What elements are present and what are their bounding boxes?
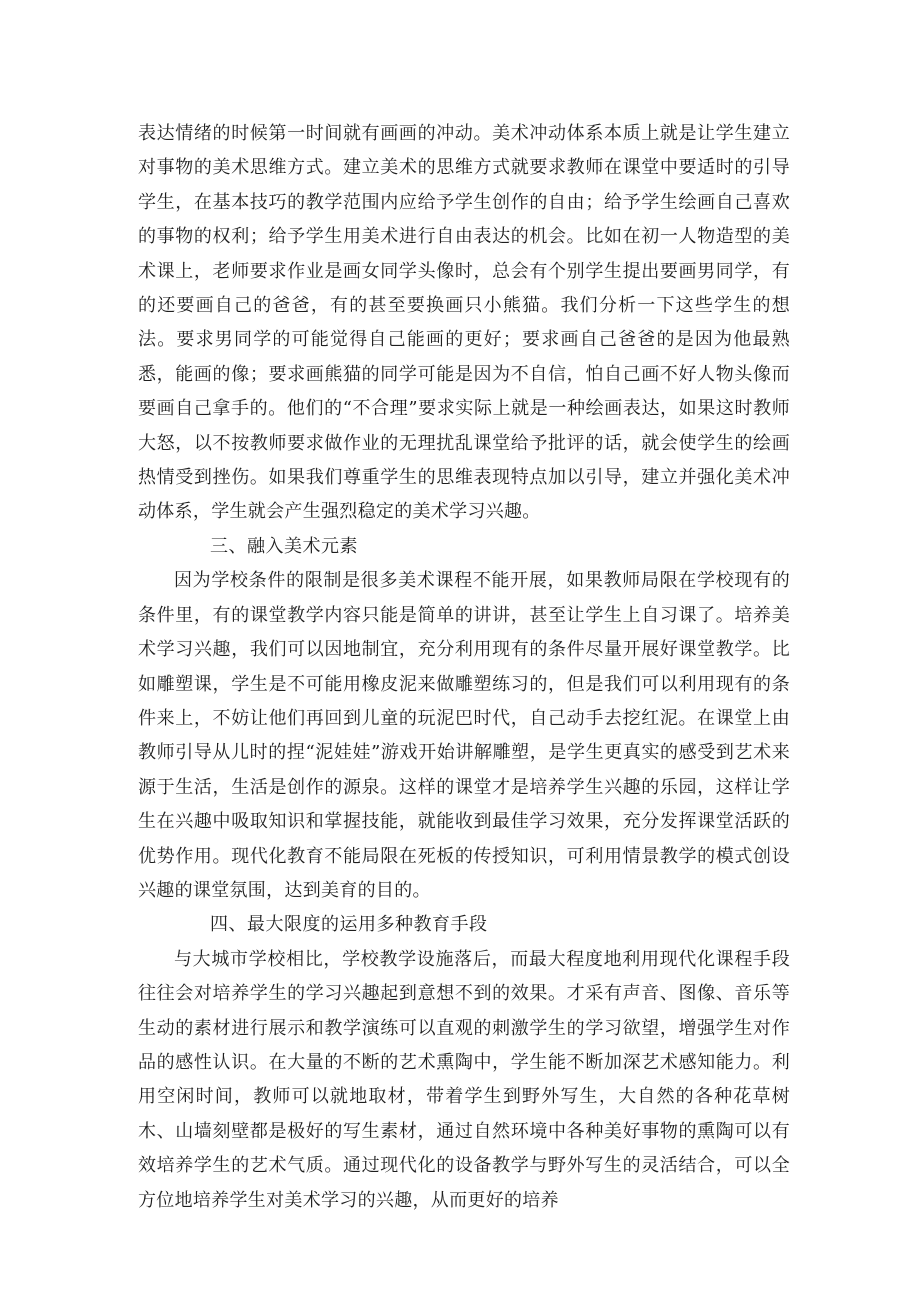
body-paragraph-3: 与大城市学校相比，学校教学设施落后，而最大程度地利用现代化课程手段往往会对培养学生的学习兴趣起到意想不到的效果。才采有声音、图像、音乐等生动的素材进行展示和教学演练可以直观的刺激学生的学习欲望，增强学生对作品的感性认识。在大量的不断的艺术熏陶中，学生能不断加深艺术感知能力。利用空闲时间，教师可以就地取材，带着学生到野外写生，大自然的各种花草树木、山墙刻壁都是极好的写生素材，通过自然环境中各种美好事物的熏陶可以有效培养学生的艺术气质。通过现代化的设备教学与野外写生的灵活结合，可以全方位地培养学生对美术学习的兴趣，从而更好的培养 bbox=[138, 948, 790, 1211]
document-body bbox=[138, 117, 790, 1218]
body-paragraph-2: 因为学校条件的限制是很多美术课程不能开展，如果教师局限在学校现有的条件里，有的课堂教学内容只能是简单的讲讲，甚至让学生上自习课了。培养美术学习兴趣，我们可以因地制宜，充分利用现有的条件尽量开展好课堂教学。比如雕塑课，学生是不可能用橡皮泥来做雕塑练习的，但是我们可以利用现有的条件来上，不妨让他们再回到儿童的玩泥巴时代，自己动手去挖红泥。在课堂上由教师引导从儿时的捏“泥娃娃”游戏开始讲解雕塑，是学生更真实的感受到艺术来源于生活，生活是创作的源泉。这样的课堂才是培养学生兴趣的乐园，这样让学生在兴趣中吸取知识和掌握技能，就能收到最佳学习效果，充分发挥课堂活跃的优势作用。现代化教育不能局限在死板的传授知识，可利用情景教学的模式创设兴趣的课堂氛围，达到美育的目的。 bbox=[138, 570, 790, 901]
section-heading-4: 四、最大限度的运用多种教育手段 bbox=[210, 914, 488, 936]
section-heading-3: 三、融入美术元素 bbox=[210, 535, 358, 557]
body-paragraph-1: 表达情绪的时候第一时间就有画画的冲动。美术冲动体系本质上就是让学生建立对事物的美术思维方式。建立美术的思维方式就要求教师在课堂中要适时的引导学生，在基本技巧的教学范围内应给予学生创作的自由；给予学生绘画自己喜欢的事物的权利；给予学生用美术进行自由表达的机会。比如在初一人物造型的美术课上，老师要求作业是画女同学头像时，总会有个别学生提出要画男同学，有的还要画自己的爸爸，有的甚至要换画只小熊猫。我们分析一下这些学生的想法。要求男同学的可能觉得自己能画的更好；要求画自己爸爸的是因为他最熟悉，能画的像；要求画熊猫的同学可能是因为不自信，怕自己画不好人物头像而要画自己拿手的。他们的“不合理”要求实际上就是一种绘画表达，如果这时教师大怒，以不按教师要求做作业的无理扰乱课堂给予批评的话，就会使学生的绘画热情受到挫伤。如果我们尊重学生的思维表现特点加以引导，建立并强化美术冲动体系，学生就会产生强烈稳定的美术学习兴趣。 bbox=[138, 123, 790, 523]
